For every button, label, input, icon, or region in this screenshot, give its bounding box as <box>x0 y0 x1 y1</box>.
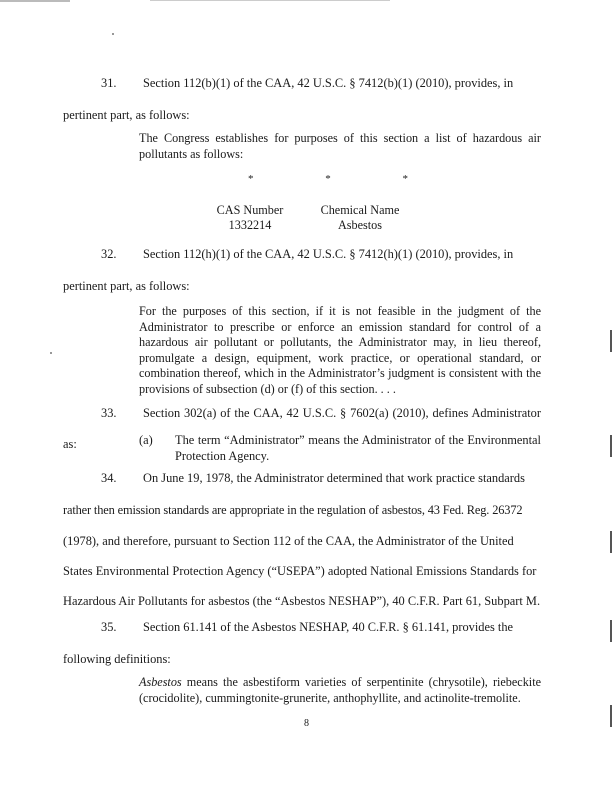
chemical-name-column <box>315 203 405 233</box>
scan-edge-mark <box>610 330 612 352</box>
paragraph-text-line: On June 19, 1978, the Administrator determined that work practice standards <box>143 471 525 485</box>
paragraph-number: 34. <box>101 471 117 485</box>
column-header: CAS Number <box>216 203 284 217</box>
paragraph-text-line: Section 61.141 of the Asbestos NESHAP, 40 C.F.R. § 61.141, provides the <box>143 620 514 634</box>
pollutant-table <box>205 203 405 233</box>
subsection-a <box>139 433 541 464</box>
scan-artifact <box>150 0 390 1</box>
paragraph-31 <box>63 68 541 99</box>
omission-asterisks <box>248 173 408 185</box>
scan-artifact <box>0 0 70 2</box>
paragraph-number: 35. <box>101 620 117 634</box>
cell-value: 1332214 <box>228 218 272 232</box>
definition-asbestos <box>139 675 541 706</box>
cas-number-column <box>205 203 295 233</box>
paragraph-34-line: Hazardous Air Pollutants for asbestos (the “Asbestos NESHAP”), 40 C.F.R. Part 61, Subpart M. <box>63 594 541 608</box>
paragraph-34 <box>63 463 541 494</box>
asterisk: * <box>325 173 331 185</box>
paragraph-35-continuation: following definitions: <box>63 652 171 666</box>
definition-text: means the asbestiform varieties of serpentinite (chrysotile), riebeckite (crocidolite), cummingtonite-grunerite, anthophyllite, and actinolite-tremolite. <box>139 675 541 705</box>
subsection-text: The term “Administrator” means the Administrator of the Environmental Protection Agency. <box>175 433 541 463</box>
paragraph-text-line: Section 112(b)(1) of the CAA, 42 U.S.C. § 7412(b)(1) (2010), provides, in <box>143 76 514 90</box>
paragraph-number: 32. <box>101 247 117 261</box>
paragraph-32-continuation: pertinent part, as follows: <box>63 279 190 293</box>
scan-dot <box>50 352 52 354</box>
paragraph-number: 31. <box>101 76 117 90</box>
cell-value: Asbestos <box>337 218 382 232</box>
paragraph-35 <box>63 612 541 643</box>
subsection-marker: (a) <box>139 433 153 447</box>
block-quote-32: For the purposes of this section, if it is not feasible in the judgment of the Administrator to prescribe or enforce an emission standard for control of a hazardous air pollutant or pollutants, the Administrator may, in lieu thereof, promulgate a design, equipment, work practice, or operational standard, or combination thereof, which in the Administrator’s judgment is consistent with the provisions of subsection (d) or (f) of this section. . . . <box>139 304 541 396</box>
paragraph-34-line: States Environmental Protection Agency (“USEPA”) adopted National Emissions Standards for <box>63 564 537 578</box>
paragraph-number: 33. <box>101 406 117 420</box>
block-quote-31: The Congress establishes for purposes of this section a list of hazardous air pollutants as follows: <box>139 131 541 161</box>
page-number: 8 <box>304 718 309 729</box>
asterisk: * <box>248 173 254 185</box>
scan-edge-mark <box>610 620 612 642</box>
defined-term: Asbestos <box>139 675 182 689</box>
paragraph-text-line: Section 112(h)(1) of the CAA, 42 U.S.C. § 7412(h)(1) (2010), provides, in <box>143 247 514 261</box>
paragraph-34-line: (1978), and therefore, pursuant to Section 112 of the CAA, the Administrator of the United <box>63 534 514 548</box>
column-header: Chemical Name <box>320 203 400 217</box>
scan-edge-mark <box>610 435 612 457</box>
scan-edge-mark <box>610 531 612 553</box>
paragraph-34-line: rather then emission standards are appropriate in the regulation of asbestos, 43 Fed. Reg. 26372 <box>63 503 523 517</box>
asterisk: * <box>402 173 408 185</box>
scan-dot <box>112 33 114 35</box>
paragraph-text-line: Section 302(a) of the CAA, 42 U.S.C. § 7602(a) (2010), defines Administrator as: <box>63 406 541 451</box>
paragraph-32 <box>63 239 541 270</box>
paragraph-31-continuation: pertinent part, as follows: <box>63 108 190 122</box>
